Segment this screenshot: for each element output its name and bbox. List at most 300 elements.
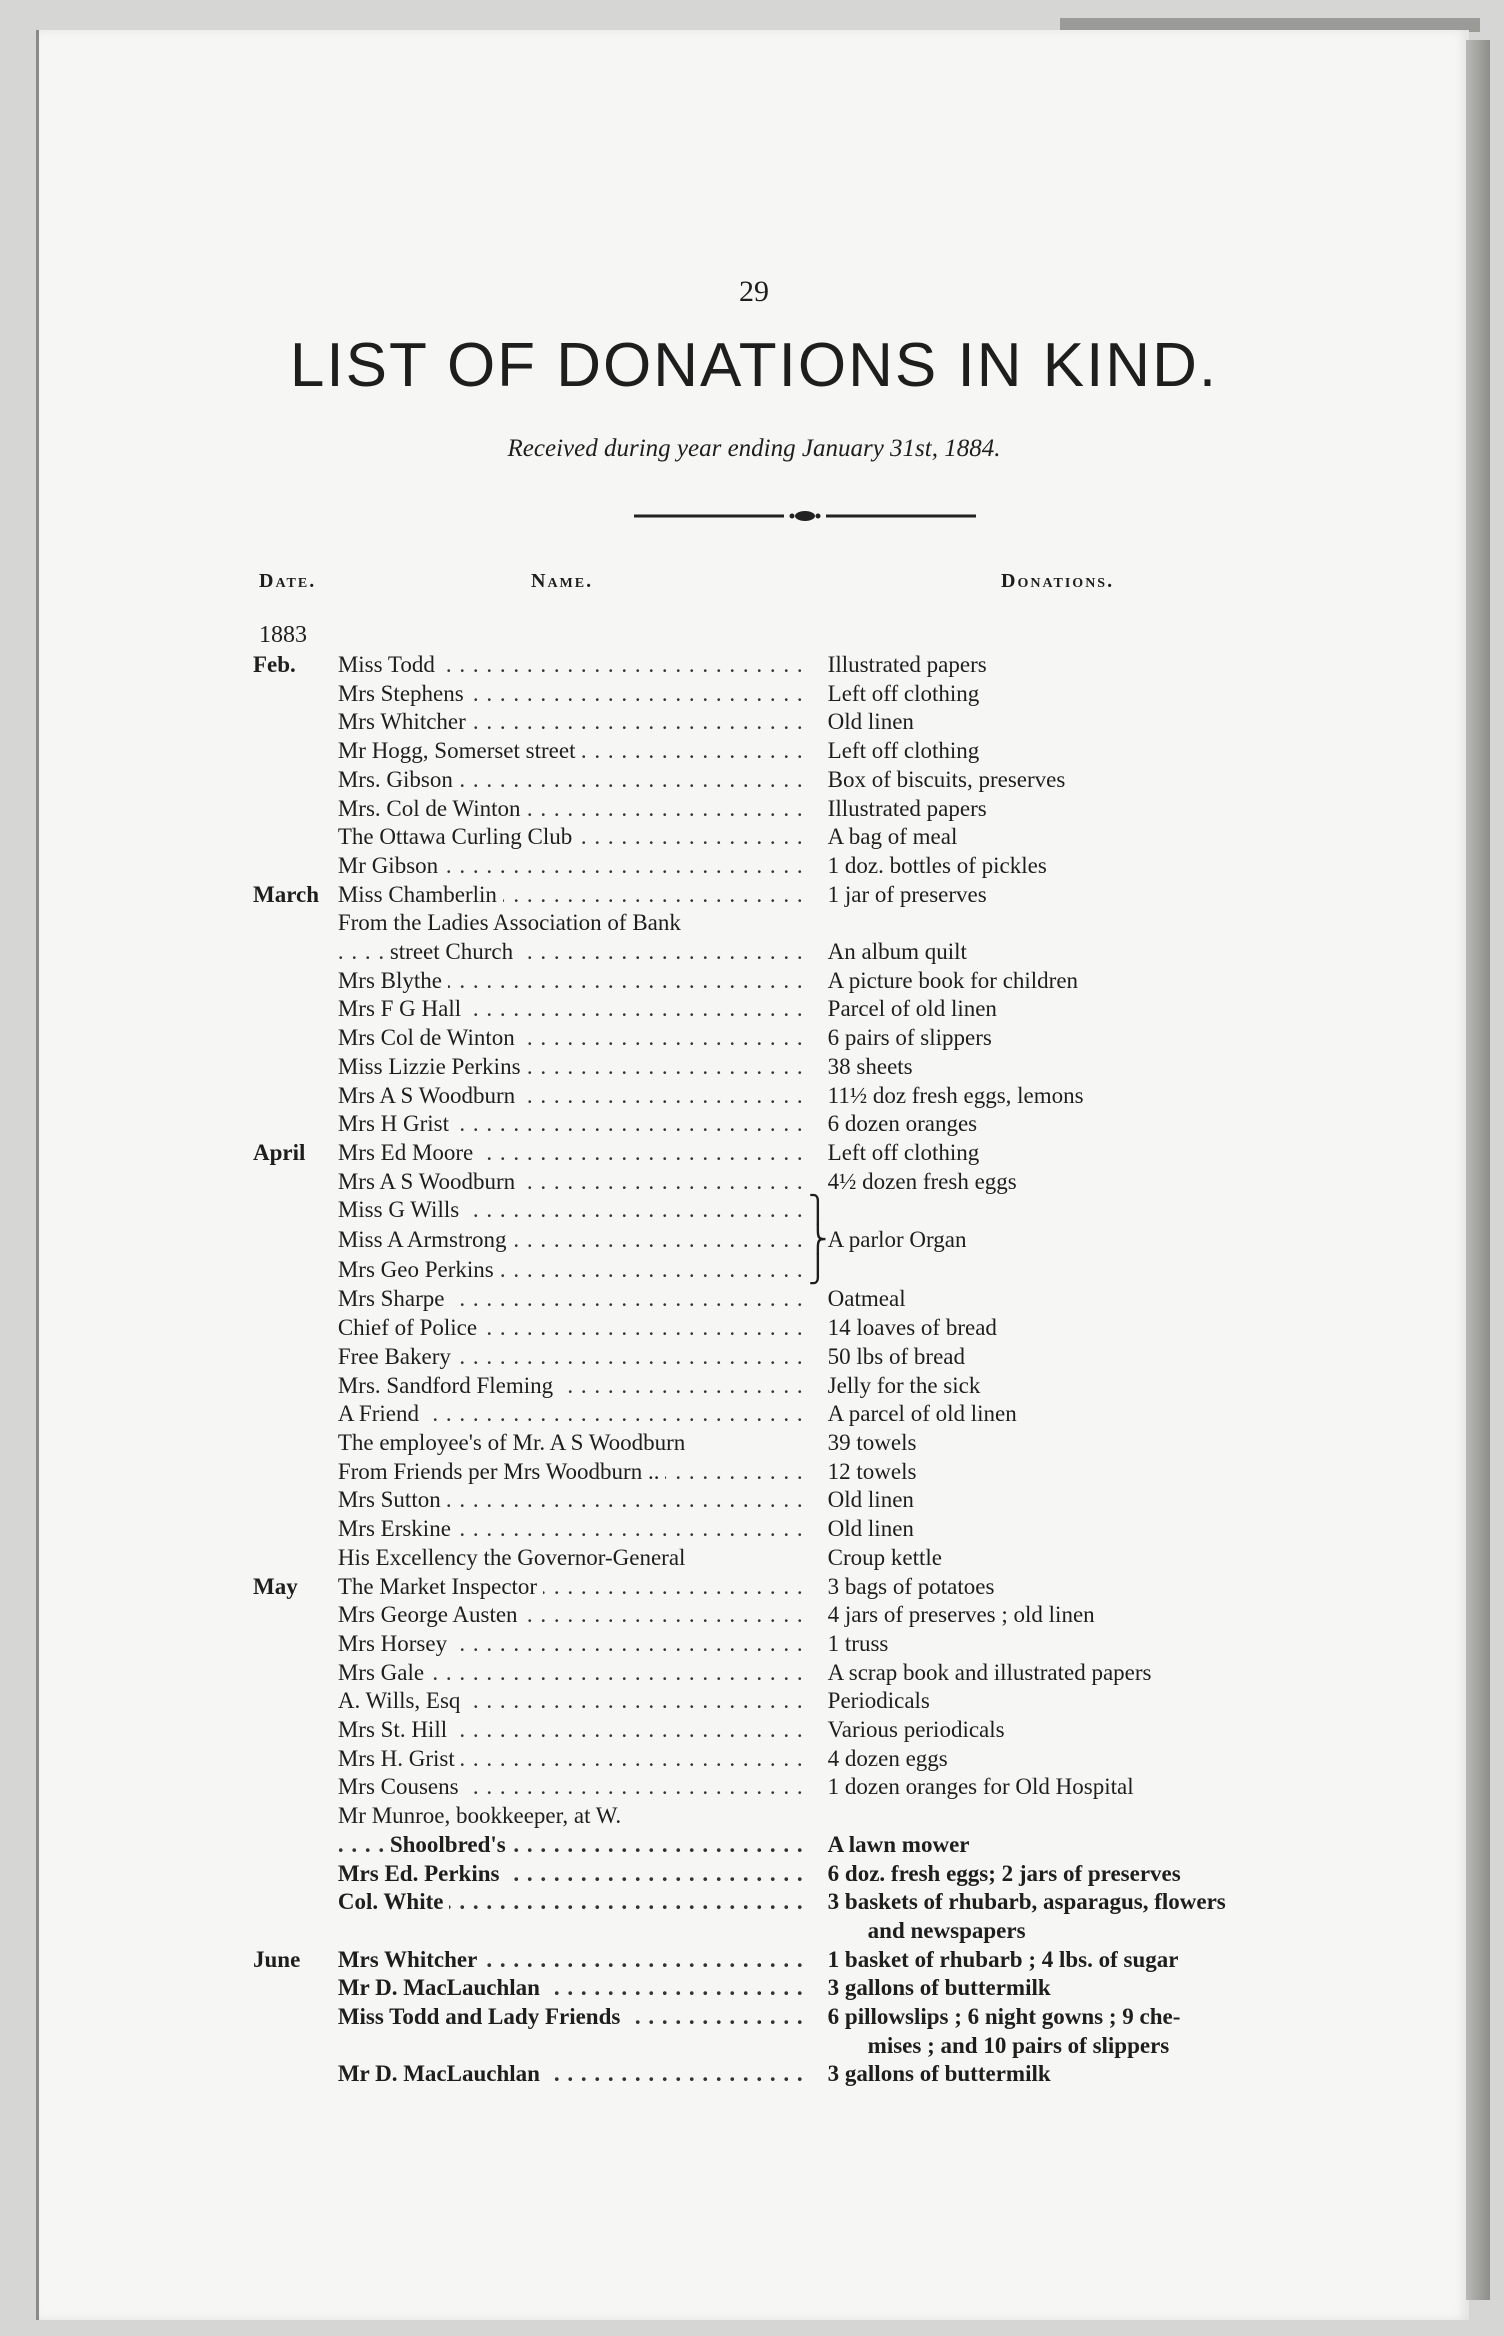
- table-row: [253, 1082, 1313, 1111]
- row-donation: 6 dozen oranges: [827, 1111, 978, 1137]
- brace-cell: [808, 1544, 828, 1573]
- year-label: 1883: [259, 622, 307, 648]
- row-donation: and newspapers: [867, 1917, 1026, 1943]
- row-name-cell: [338, 967, 808, 996]
- brace-cell: [808, 995, 828, 1024]
- table-row: [253, 823, 1313, 852]
- table-row: [253, 1343, 1313, 1372]
- table-row: [253, 708, 1313, 737]
- row-month: [253, 1802, 338, 1831]
- row-donation: mises ; and 10 pairs of slippers: [867, 2032, 1170, 2058]
- row-name: Miss Chamberlin: [338, 882, 503, 907]
- row-donation: 3 bags of potatoes: [827, 1573, 995, 1599]
- row-donation: 4 dozen eggs: [827, 1745, 948, 1771]
- row-name-cell: [338, 1773, 808, 1802]
- row-name: Mr Munroe, bookkeeper, at W.: [338, 1803, 627, 1828]
- brace-cell: [808, 1802, 828, 1831]
- brace-cell: [808, 1716, 828, 1745]
- row-name: Mrs. Gibson: [338, 767, 459, 792]
- row-name-cell: [338, 1687, 808, 1716]
- page-binding-edge: [1466, 40, 1490, 2300]
- brace-cell: [808, 938, 828, 967]
- row-donation: 4 jars of preserves ; old linen: [827, 1602, 1095, 1628]
- brace-cell: [808, 651, 828, 680]
- brace-cell: [808, 881, 828, 910]
- table-row: [253, 1168, 1313, 1197]
- row-name-cell: [338, 1082, 808, 1111]
- row-donation: Left off clothing: [827, 680, 980, 706]
- row-month: [253, 1831, 338, 1860]
- table-row: [253, 1458, 1313, 1487]
- row-month: [253, 1110, 338, 1139]
- row-donation: Box of biscuits, preserves: [827, 766, 1066, 792]
- page-title: LIST OF DONATIONS IN KIND.: [289, 331, 1219, 400]
- table-row: [253, 795, 1313, 824]
- row-month: [253, 938, 338, 967]
- row-month: Feb.: [253, 652, 296, 677]
- row-donation: A parcel of old linen: [827, 1401, 1017, 1427]
- row-name: Chief of Police: [338, 1315, 483, 1340]
- row-name: His Excellency the Governor-General: [338, 1545, 692, 1570]
- row-name-cell: [338, 1745, 808, 1774]
- ornament-divider-icon: [634, 506, 976, 526]
- brace-cell: [808, 708, 828, 737]
- row-name-cell: [338, 1110, 808, 1139]
- row-name-cell: [338, 2003, 808, 2032]
- row-name: Mrs Blythe: [338, 968, 448, 993]
- row-donation: [828, 909, 1313, 938]
- brace-cell: [808, 1888, 828, 1917]
- row-month: [253, 1458, 338, 1487]
- brace-cell: [808, 1687, 828, 1716]
- brace-cell: [808, 1745, 828, 1774]
- row-donation: Illustrated papers: [827, 795, 987, 821]
- brace-cell: [808, 1196, 828, 1226]
- row-name: Mrs A S Woodburn: [338, 1083, 521, 1108]
- row-month: [253, 1544, 338, 1573]
- row-month: [253, 1745, 338, 1774]
- header-name: Name.: [531, 570, 594, 592]
- row-name-cell: [338, 651, 808, 680]
- brace-cell: [808, 1400, 828, 1429]
- table-row: [253, 1888, 1313, 1917]
- row-month: [253, 1343, 338, 1372]
- table-row: [253, 1256, 1313, 1286]
- brace-cell: [808, 909, 828, 938]
- brace-cell: [808, 823, 828, 852]
- row-name-cell: [338, 2060, 808, 2089]
- row-month: [253, 1687, 338, 1716]
- row-month: [253, 1400, 338, 1429]
- row-donation: Illustrated papers: [827, 652, 987, 677]
- brace-cell: [808, 1974, 828, 2003]
- row-name-cell: [338, 2032, 808, 2061]
- brace-cell: [808, 1053, 828, 1082]
- row-donation: 6 doz. fresh eggs; 2 jars of preserves: [827, 1860, 1181, 1886]
- row-month: [253, 1515, 338, 1544]
- row-name: Mrs Geo Perkins: [338, 1257, 500, 1282]
- row-name-cell: [338, 1831, 808, 1860]
- row-donation: Oatmeal: [827, 1286, 906, 1312]
- table-row: [253, 881, 1313, 910]
- row-month: [253, 1082, 338, 1111]
- row-name-cell: [338, 1659, 808, 1688]
- table-row: [253, 1802, 1313, 1831]
- row-name: Mrs Sharpe: [338, 1286, 451, 1311]
- row-name-cell: [338, 1314, 808, 1343]
- row-month: [253, 1917, 338, 1946]
- row-name-cell: [338, 1196, 808, 1226]
- table-row: [253, 938, 1313, 967]
- row-month: [253, 2003, 338, 2032]
- table-row: [253, 1659, 1313, 1688]
- brace-cell: [808, 1139, 828, 1168]
- row-name-cell: [338, 737, 808, 766]
- row-month: [253, 1974, 338, 2003]
- row-name-cell: [338, 1400, 808, 1429]
- row-donation: 1 dozen oranges for Old Hospital: [827, 1774, 1134, 1800]
- row-name: Mrs Ed. Perkins: [338, 1861, 506, 1886]
- row-name-cell: [338, 1256, 808, 1286]
- brace-cell: [808, 967, 828, 996]
- row-donation: 50 lbs of bread: [827, 1343, 965, 1369]
- table-row: [253, 737, 1313, 766]
- brace-cell: [808, 1372, 828, 1401]
- row-name: From the Ladies Association of Bank: [338, 910, 687, 935]
- row-name: Mrs. Sandford Fleming: [338, 1373, 559, 1398]
- row-name-cell: [338, 1343, 808, 1372]
- brace-cell: [808, 1226, 828, 1256]
- row-name: street Church: [390, 939, 519, 964]
- table-row: [253, 1285, 1313, 1314]
- row-name: Mrs Sutton: [338, 1487, 447, 1512]
- row-name: Mrs. Col de Winton: [338, 796, 527, 821]
- row-name: Miss Todd and Lady Friends: [338, 2004, 627, 2029]
- row-name-cell: [338, 1486, 808, 1515]
- brace-cell: [808, 1831, 828, 1860]
- row-name: Mr Gibson: [338, 853, 444, 878]
- brace-cell: [808, 1773, 828, 1802]
- row-month: [253, 1716, 338, 1745]
- header-date: Date.: [259, 570, 317, 592]
- table-row: [253, 1917, 1313, 1946]
- row-name-cell: [338, 852, 808, 881]
- row-donation: Periodicals: [827, 1688, 930, 1714]
- row-month: [253, 1601, 338, 1630]
- row-name-cell: [338, 1888, 808, 1917]
- table-row: [253, 2003, 1313, 2032]
- row-name: From Friends per Mrs Woodburn ..: [338, 1459, 666, 1484]
- table-row: [253, 852, 1313, 881]
- row-name: Mrs George Austen: [338, 1602, 524, 1627]
- brace-cell: [808, 1429, 828, 1458]
- row-name-cell: [338, 1168, 808, 1197]
- row-name-cell: [338, 1024, 808, 1053]
- row-name: Mrs Erskine: [338, 1516, 457, 1541]
- table-row: [253, 1400, 1313, 1429]
- row-name-cell: [338, 1429, 808, 1458]
- table-row: [253, 1831, 1313, 1860]
- row-name-cell: [338, 823, 808, 852]
- row-name: Mrs St. Hill: [338, 1717, 453, 1742]
- row-month: March: [253, 881, 320, 907]
- brace-cell: [808, 1630, 828, 1659]
- row-name-cell: [338, 1458, 808, 1487]
- row-month: May: [253, 1573, 298, 1599]
- row-month: [253, 995, 338, 1024]
- row-donation: 6 pairs of slippers: [827, 1025, 992, 1051]
- brace-cell: [808, 1082, 828, 1111]
- row-name-cell: [338, 1053, 808, 1082]
- row-name: Mr D. MacLauchlan: [338, 2061, 546, 2086]
- table-row: [253, 1544, 1313, 1573]
- row-name-cell: [338, 708, 808, 737]
- row-name: Mrs Whitcher: [338, 709, 472, 734]
- row-month: [253, 1630, 338, 1659]
- row-name-cell: [338, 1917, 808, 1946]
- row-name-cell: [338, 995, 808, 1024]
- brace-cell: [808, 2003, 828, 2032]
- row-month: [253, 1226, 338, 1256]
- row-name: [338, 1918, 344, 1943]
- row-name: Miss G Wills: [338, 1197, 465, 1222]
- table-row: [253, 1573, 1313, 1602]
- table-row: [253, 1860, 1313, 1889]
- table-row: [253, 967, 1313, 996]
- row-donation: A parlor Organ: [827, 1227, 967, 1253]
- table-row: [253, 1110, 1313, 1139]
- donations-table: [253, 651, 1313, 2089]
- table-row: [253, 2032, 1313, 2061]
- row-name: Miss Lizzie Perkins: [338, 1054, 527, 1079]
- row-month: [253, 823, 338, 852]
- row-name: A Friend: [338, 1401, 425, 1426]
- row-donation: Old linen: [827, 709, 914, 735]
- table-row: [253, 1773, 1313, 1802]
- brace-cell: [808, 680, 828, 709]
- row-month: [253, 852, 338, 881]
- row-month: [253, 2032, 338, 2061]
- table-row: [253, 1139, 1313, 1168]
- row-month: [253, 680, 338, 709]
- brace-cell: [808, 1110, 828, 1139]
- brace-cell: [808, 1256, 828, 1286]
- row-name: The Market Inspector: [338, 1574, 543, 1599]
- row-month: [253, 1168, 338, 1197]
- row-month: [253, 2060, 338, 2089]
- row-name-cell: [338, 1946, 808, 1975]
- row-name-cell: [338, 795, 808, 824]
- row-name-cell: [338, 881, 808, 910]
- table-row: [253, 1226, 1313, 1256]
- row-month: [253, 967, 338, 996]
- row-donation: 39 towels: [827, 1429, 917, 1455]
- brace-cell: [808, 1343, 828, 1372]
- brace-cell: [808, 1946, 828, 1975]
- row-name: Mrs Stephens: [338, 681, 470, 706]
- table-row: [253, 1429, 1313, 1458]
- row-donation: Left off clothing: [827, 1139, 980, 1165]
- row-name: Mrs A S Woodburn: [338, 1169, 521, 1194]
- row-month: [253, 1053, 338, 1082]
- row-name: Mrs Horsey: [338, 1631, 453, 1656]
- brace-cell: [808, 1917, 828, 1946]
- row-name-cell: [338, 1974, 808, 2003]
- table-row: [253, 1974, 1313, 2003]
- row-donation: Left off clothing: [827, 738, 980, 764]
- brace-cell: [808, 1285, 828, 1314]
- brace-cell: [808, 737, 828, 766]
- brace-icon: ⎬: [808, 1225, 828, 1255]
- table-row: [253, 1024, 1313, 1053]
- row-name: Free Bakery: [338, 1344, 457, 1369]
- row-name: The employee's of Mr. A S Woodburn: [338, 1430, 691, 1455]
- row-donation: Parcel of old linen: [827, 996, 997, 1022]
- row-name-cell: [338, 1544, 808, 1573]
- row-month: [253, 1372, 338, 1401]
- row-donation: 6 pillowslips ; 6 night gowns ; 9 che-: [827, 2004, 1181, 2030]
- table-row: [253, 909, 1313, 938]
- row-month: [253, 1429, 338, 1458]
- row-name: The Ottawa Curling Club: [338, 824, 578, 849]
- table-row: [253, 1053, 1313, 1082]
- row-month: [253, 1486, 338, 1515]
- row-month: June: [253, 1946, 301, 1972]
- row-month: [253, 1256, 338, 1286]
- row-donation: 38 sheets: [827, 1053, 913, 1079]
- row-name: Mrs Whitcher: [338, 1947, 483, 1972]
- row-donation: 1 doz. bottles of pickles: [827, 852, 1047, 878]
- table-row: [253, 2060, 1313, 2089]
- table-row: [253, 1372, 1313, 1401]
- row-donation: Old linen: [827, 1487, 914, 1513]
- brace-cell: [808, 2060, 828, 2089]
- row-month: [253, 1314, 338, 1343]
- row-name: A. Wills, Esq: [338, 1688, 467, 1713]
- brace-cell: [808, 1601, 828, 1630]
- row-donation: 12 towels: [827, 1458, 917, 1484]
- row-name-cell: [338, 1515, 808, 1544]
- header-donations: Donations.: [1001, 570, 1115, 592]
- row-donation: 11½ doz fresh eggs, lemons: [827, 1082, 1084, 1108]
- row-name: Mrs Gale: [338, 1660, 430, 1685]
- row-donation: 3 baskets of rhubarb, asparagus, flowers: [827, 1889, 1226, 1915]
- row-month: [253, 1888, 338, 1917]
- row-name-cell: [338, 909, 808, 938]
- table-row: [253, 766, 1313, 795]
- row-month: [253, 1024, 338, 1053]
- brace-cell: [808, 1486, 828, 1515]
- row-month: [253, 795, 338, 824]
- row-donation: [828, 1256, 1313, 1286]
- row-name-cell: [338, 680, 808, 709]
- row-name-cell: [338, 766, 808, 795]
- row-name-cell: [338, 1573, 808, 1602]
- brace-cell: [808, 1860, 828, 1889]
- row-name-cell: [338, 1716, 808, 1745]
- document-page: [36, 30, 1469, 2320]
- row-name: Col. White: [338, 1889, 450, 1914]
- brace-cell: [808, 1515, 828, 1544]
- page-subtitle: Received during year ending January 31st, 1884.: [507, 435, 1001, 462]
- table-row: [253, 1630, 1313, 1659]
- row-name: [338, 2033, 344, 2058]
- table-row: [253, 995, 1313, 1024]
- row-donation: [828, 1196, 1313, 1226]
- page-number: 29: [739, 275, 769, 308]
- table-row: [253, 1486, 1313, 1515]
- table-row: [253, 1687, 1313, 1716]
- table-row: [253, 1745, 1313, 1774]
- brace-cell: [808, 1458, 828, 1487]
- table-row: [253, 1716, 1313, 1745]
- row-name-cell: [338, 1226, 808, 1256]
- row-donation: [828, 1802, 1313, 1831]
- table-row: [253, 1946, 1313, 1975]
- row-name: Miss Todd: [338, 652, 441, 677]
- brace-cell: [808, 852, 828, 881]
- row-donation: A bag of meal: [827, 824, 958, 850]
- row-name: Miss A Armstrong: [338, 1227, 513, 1252]
- table-row: [253, 1314, 1313, 1343]
- row-donation: Croup kettle: [827, 1544, 943, 1570]
- table-row: [253, 1196, 1313, 1226]
- row-donation: 3 gallons of buttermilk: [827, 2061, 1051, 2087]
- row-donation: A lawn mower: [827, 1831, 970, 1857]
- table-row: [253, 1515, 1313, 1544]
- row-name-cell: [338, 1860, 808, 1889]
- brace-cell: [808, 2032, 828, 2061]
- row-name-cell: [338, 1601, 808, 1630]
- table-row: [253, 1601, 1313, 1630]
- brace-cell: [808, 1314, 828, 1343]
- row-name-cell: [338, 1630, 808, 1659]
- brace-cell: [808, 795, 828, 824]
- row-donation: 1 basket of rhubarb ; 4 lbs. of sugar: [827, 1946, 1179, 1972]
- row-month: [253, 1285, 338, 1314]
- row-month: [253, 737, 338, 766]
- row-name: Mrs F G Hall: [338, 996, 467, 1021]
- row-month: April: [253, 1139, 306, 1165]
- row-name-cell: [338, 1139, 808, 1168]
- row-month: [253, 766, 338, 795]
- brace-icon: ⎭: [808, 1254, 828, 1284]
- row-name-cell: [338, 938, 808, 967]
- brace-cell: [808, 1573, 828, 1602]
- row-donation: An album quilt: [827, 939, 967, 965]
- row-month: [253, 1860, 338, 1889]
- table-row: [253, 651, 1313, 680]
- row-donation: 1 truss: [827, 1630, 889, 1656]
- row-name-cell: [338, 1285, 808, 1314]
- row-name-cell: [338, 1802, 808, 1831]
- brace-icon: ⎫: [808, 1195, 828, 1225]
- brace-cell: [808, 1024, 828, 1053]
- row-donation: Jelly for the sick: [827, 1372, 981, 1398]
- row-donation: A picture book for children: [827, 967, 1079, 993]
- row-donation: A scrap book and illustrated papers: [827, 1659, 1152, 1685]
- row-name: Mrs Ed Moore: [338, 1140, 479, 1165]
- brace-cell: [808, 1168, 828, 1197]
- row-donation: Old linen: [827, 1516, 914, 1542]
- row-month: [253, 1659, 338, 1688]
- row-donation: 4½ dozen fresh eggs: [827, 1168, 1017, 1194]
- row-month: [253, 1196, 338, 1226]
- brace-cell: [808, 766, 828, 795]
- row-name: Mr Hogg, Somerset street: [338, 738, 582, 763]
- row-name: Shoolbred's: [390, 1832, 512, 1857]
- row-month: [253, 708, 338, 737]
